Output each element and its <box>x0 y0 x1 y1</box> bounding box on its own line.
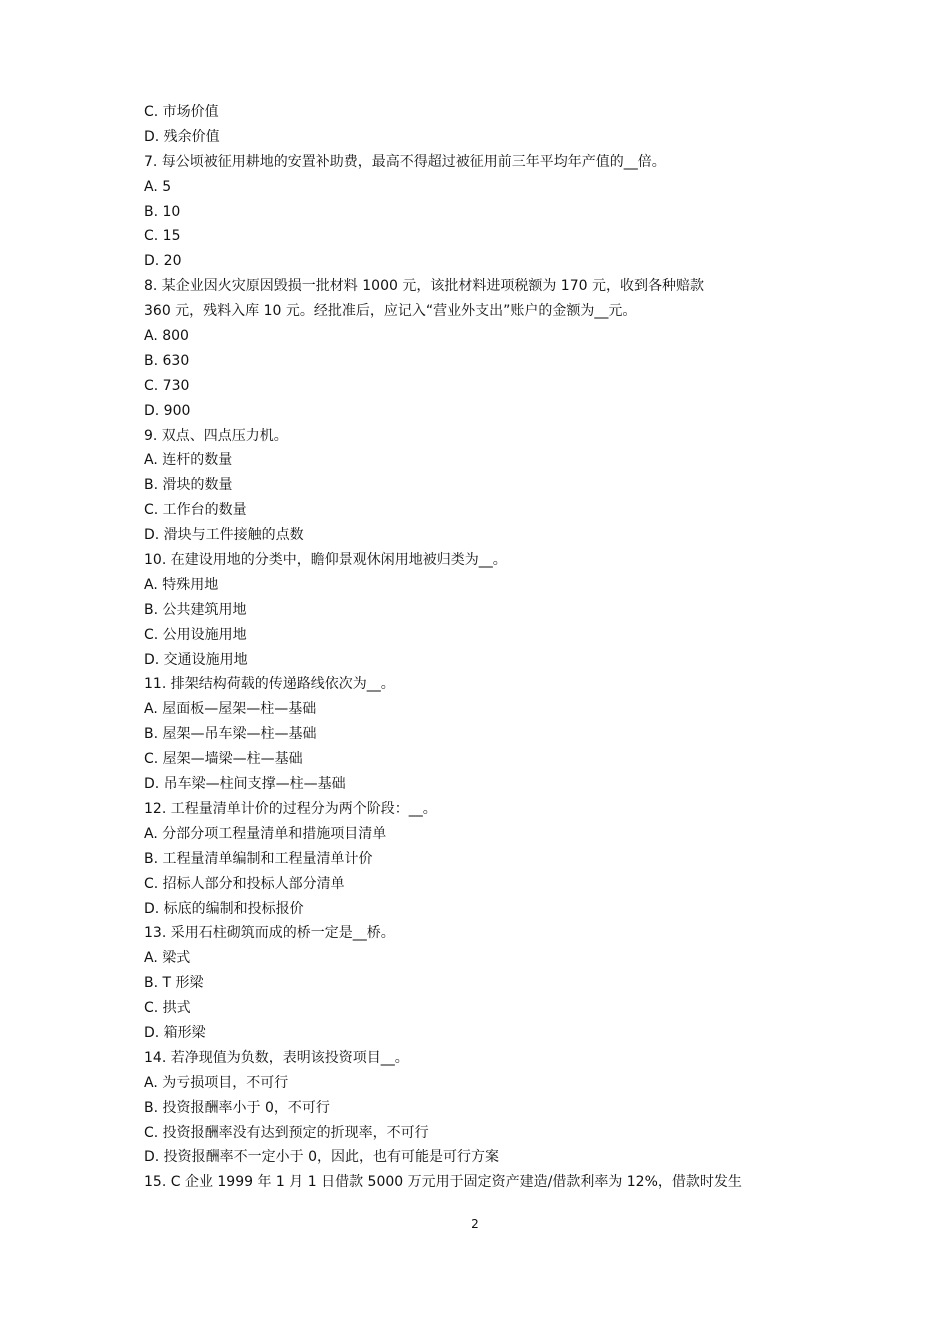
text-line: C. 屋架—墙梁—柱—基础 <box>144 751 303 768</box>
text-line: D. 900 <box>144 402 191 419</box>
text-line: D. 交通设施用地 <box>144 651 248 668</box>
question-11: 11. 排架结构荷载的传递路线依次为__。 <box>144 676 395 693</box>
text-line: A. 梁式 <box>144 950 191 967</box>
text-line: D. 残余价值 <box>144 128 220 145</box>
question-8-cont: 360 元，残料入库 10 元。经批准后，应记入“营业外支出”账户的金额为__元。 <box>144 303 637 320</box>
page-number: 2 <box>471 1217 479 1231</box>
text-line: C. 工作台的数量 <box>144 502 247 519</box>
text-line: C. 招标人部分和投标人部分清单 <box>144 875 345 892</box>
text-line: C. 拱式 <box>144 1000 191 1017</box>
text-line: A. 特殊用地 <box>144 576 219 593</box>
text-line: D. 投资报酬率不一定小于 0，因此，也有可能是可行方案 <box>144 1149 500 1166</box>
question-13: 13. 采用石柱砌筑而成的桥一定是__桥。 <box>144 925 395 942</box>
question-14: 14. 若净现值为负数，表明该投资项目__。 <box>144 1049 409 1066</box>
text-line: B. 投资报酬率小于 0，不可行 <box>144 1099 330 1116</box>
text-line: D. 滑块与工件接触的点数 <box>144 527 304 544</box>
text-line: C. 投资报酬率没有达到预定的折现率，不可行 <box>144 1124 429 1141</box>
text-line: A. 800 <box>144 328 189 345</box>
text-line: B. 10 <box>144 203 181 220</box>
question-8: 8. 某企业因火灾原因毁损一批材料 1000 元，该批材料进项税额为 170 元，收到各种赔款 <box>144 278 704 295</box>
text-line: A. 为亏损项目，不可行 <box>144 1074 289 1091</box>
text-line: C. 公用设施用地 <box>144 626 247 643</box>
text-line: A. 5 <box>144 178 172 195</box>
text-line: B. 屋架—吊车梁—柱—基础 <box>144 726 317 743</box>
text-line: B. 公共建筑用地 <box>144 601 247 618</box>
question-9: 9. 双点、四点压力机。 <box>144 427 288 444</box>
question-10: 10. 在建设用地的分类中，瞻仰景观休闲用地被归类为__。 <box>144 552 507 569</box>
question-15: 15. C 企业 1999 年 1 月 1 日借款 5000 万元用于固定资产建造/借款利率为 12%，借款时发生 <box>144 1174 742 1191</box>
text-line: C. 15 <box>144 228 181 245</box>
text-line: B. 工程量清单编制和工程量清单计价 <box>144 850 373 867</box>
text-line: A. 分部分项工程量清单和措施项目清单 <box>144 825 387 842</box>
text-line: A. 屋面板—屋架—柱—基础 <box>144 701 317 718</box>
text-line: D. 标底的编制和投标报价 <box>144 900 304 917</box>
text-line: B. 滑块的数量 <box>144 477 233 494</box>
page-content <box>144 100 810 1195</box>
text-line: D. 吊车梁—柱间支撑—柱—基础 <box>144 776 346 793</box>
question-7: 7. 每公顷被征用耕地的安置补助费，最高不得超过被征用前三年平均年产值的__倍。 <box>144 153 666 170</box>
text-line: D. 箱形梁 <box>144 1024 206 1041</box>
text-line: B. 630 <box>144 352 190 369</box>
text-line: B. T 形梁 <box>144 975 204 992</box>
text-line: A. 连杆的数量 <box>144 452 233 469</box>
text-line: C. 市场价值 <box>144 104 219 120</box>
text-line: D. 20 <box>144 253 182 270</box>
text-line: C. 730 <box>144 377 190 394</box>
question-12: 12. 工程量清单计价的过程分为两个阶段：__。 <box>144 800 437 817</box>
